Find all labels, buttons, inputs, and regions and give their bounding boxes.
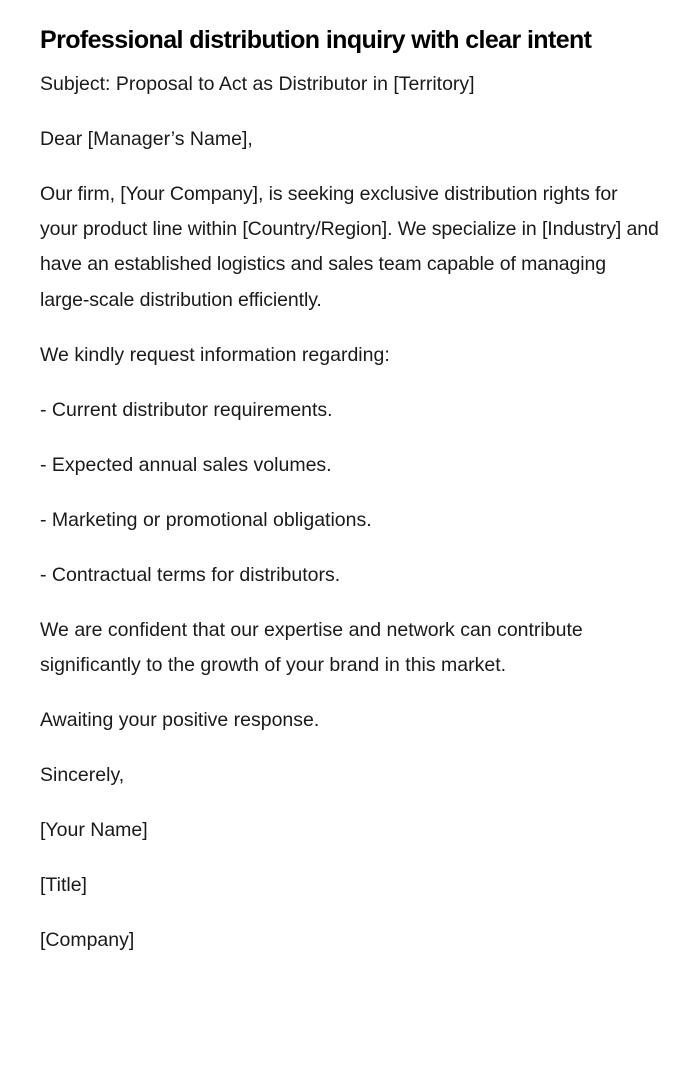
subject-line: Subject: Proposal to Act as Distributor in [Territory]: [40, 73, 475, 95]
request-item: - Contractual terms for distributors.: [40, 563, 341, 586]
document-title: Professional distribution inquiry with clear intent: [40, 26, 592, 54]
confidence-paragraph: We are confident that our expertise and network can contribute significantly to the growth of your brand in this market.: [40, 618, 583, 676]
intro-paragraph: Our firm, [Your Company], is seeking exclusive distribution rights for your product line within [Country/Region]. We specialize in [Industry] and have an established logistics and sales team capable of managing large-scale distribution efficiently.: [40, 183, 659, 311]
request-item: - Expected annual sales volumes.: [40, 453, 332, 476]
signature-company: [Company]: [40, 928, 135, 951]
request-item: - Current distributor requirements.: [40, 398, 333, 421]
request-item: - Marketing or promotional obligations.: [40, 508, 372, 531]
signature-title: [Title]: [40, 873, 87, 896]
signoff: Sincerely,: [40, 763, 125, 786]
request-lead: We kindly request information regarding:: [40, 343, 390, 366]
salutation: Dear [Manager’s Name],: [40, 128, 253, 150]
letter-document: [40, 22, 660, 978]
signature-name: [Your Name]: [40, 818, 148, 841]
closing-line: Awaiting your positive response.: [40, 708, 320, 731]
